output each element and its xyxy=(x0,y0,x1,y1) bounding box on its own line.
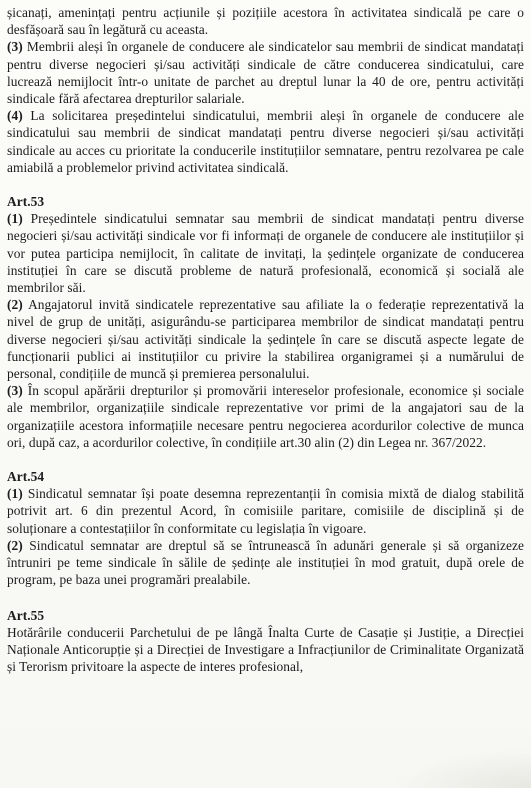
article-55 xyxy=(7,607,524,676)
paragraph-3 xyxy=(7,38,524,107)
paragraph-2 xyxy=(7,537,524,589)
paragraph-text: La solicitarea președintelui sindicatului, membrii aleși în organele de conducere ale sindicatului sau membrii de sindicat mandatați pentru diverse negocieri și/sau activități sindicale au acces cu prioritate la conducerile instituțiilor semnatare, pentru rezolvarea pe cale amiabilă a problemelor privind activitatea sindicală. xyxy=(7,108,524,175)
paragraph-3 xyxy=(7,382,524,451)
paragraph-2 xyxy=(7,296,524,382)
spacer xyxy=(7,451,524,468)
paragraph-4 xyxy=(7,107,524,176)
paragraph-number: (3) xyxy=(7,39,23,55)
paragraph-text: Angajatorul invită sindicatele reprezentative sau afiliate la o federație reprezentativă la nivel de grup de unități, asigurându-se participarea membrilor de sindicat mandatați pentru diverse negocieri și/sau activități sindicale la ședințele în care se discută aspecte legate de funcționarii publici ai instituțiilor cu privire la stabilirea organigramei și a numărului de personal, condițiile de muncă și premierea personalului. xyxy=(7,297,524,382)
paragraph-number: (3) xyxy=(7,383,23,399)
article-53 xyxy=(7,193,524,451)
paragraph-body xyxy=(7,624,524,676)
paragraph-number: (2) xyxy=(7,297,23,313)
paragraph-text: Sindicatul semnatar își poate desemna reprezentanții în comisia mixtă de dialog stabilită potrivit art. 6 din prezentul Acord, în comisiile paritare, comisiile de disciplină și de soluționare a contestațiilor în conformitate cu legislația în vigoare. xyxy=(7,486,524,536)
article-54 xyxy=(7,468,524,588)
paragraph-number: (1) xyxy=(7,211,23,227)
paragraph-text: În scopul apărării drepturilor și promovării intereselor profesionale, economice și sociale ale membrilor, organizațiile sindicale reprezentative vor primi de la angajatori sau de la organizațiile acestora informațiile necesare pentru negocierea acordurilor colective de munca ori, după caz, a acordurilor colective, în condițiile art.30 alin (2) din Legea nr. 367/2022. xyxy=(7,383,524,450)
article-title: Art.55 xyxy=(7,607,45,623)
article-title: Art.53 xyxy=(7,194,45,210)
paragraph-number: (1) xyxy=(7,486,23,502)
spacer xyxy=(7,589,524,607)
article-title: Art.54 xyxy=(7,469,45,485)
paragraph-text: Președintele sindicatului semnatar sau membrii de sindicat mandatați pentru diverse negocieri și/sau activități sindicale vor fi informați de organele de conducere ale instituțiilor și vor putea participa nemijlocit, în calitate de invitați, la ședințele organizate de conducerea instituției în care se discută probleme de natură profesională, economică și socială ale membrilor săi. xyxy=(7,211,524,296)
paragraph-number: (4) xyxy=(7,108,23,124)
document-content xyxy=(7,4,524,675)
paragraph-text: Sindicatul semnatar are dreptul să se întrunească în adunări generale și să organizeze întruniri pe teme sindicale în sălile de ședințe ale instituției în mod gratuit, după orele de program, pe baza unei programări prealabile. xyxy=(7,537,524,588)
paragraph-text: Membrii aleși în organele de conducere ale sindicatelor sau membrii de sindicat mandatați pentru diverse negocieri și/sau activități sindicale de către conducerea sindicatului, care lucrează nemijlocit într-o unitate de parchet au dreptul lunar la 40 de ore, pentru activități sindicale fără afectarea drepturilor salariale. xyxy=(7,39,524,107)
paragraph-text: șicanați, amenințați pentru acțiunile și pozițiile acestora în activitatea sindicală pe care o desfășoară sau în legătură cu aceasta. xyxy=(7,5,524,38)
paragraph-1 xyxy=(7,210,524,296)
paragraph-1 xyxy=(7,485,524,537)
paragraph-continuation xyxy=(7,4,524,38)
paragraph-text: Hotărârile conducerii Parchetului de pe lângă Înalta Curte de Casație și Justiție, a Direcției Naționale Anticorupție și a Direcției de Investigare a Infracțiunilor de Criminalitate Organizată și Terorism privitoare la aspecte de interes profesional, xyxy=(7,624,524,675)
paragraph-number: (2) xyxy=(7,537,23,553)
scan-shadow xyxy=(391,748,531,788)
spacer xyxy=(7,176,524,193)
